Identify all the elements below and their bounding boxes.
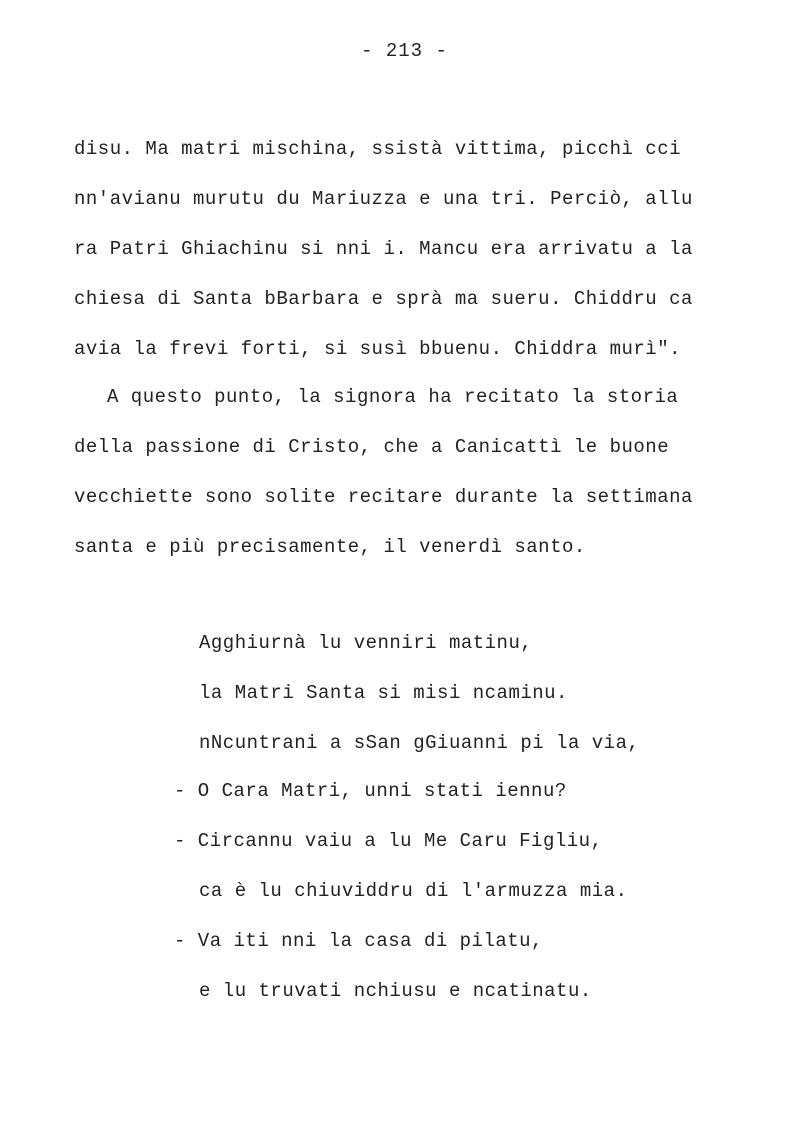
verse-line: - Circannu vaiu a lu Me Caru Figliu, bbox=[174, 830, 603, 852]
prose-line: A questo punto, la signora ha recitato la storia bbox=[107, 386, 679, 408]
verse-line: la Matri Santa si misi ncaminu. bbox=[199, 682, 568, 704]
prose-line: avia la frevi forti, si susì bbuenu. Chiddra murì". bbox=[74, 338, 681, 360]
prose-line: disu. Ma matri mischina, ssistà vittima, picchì cci bbox=[74, 138, 681, 160]
page-number: - 213 - bbox=[361, 40, 448, 62]
verse-line: - Va iti nni la casa di pilatu, bbox=[174, 930, 543, 952]
prose-line: santa e più precisamente, il venerdì santo. bbox=[74, 536, 586, 558]
verse-line: - O Cara Matri, unni stati iennu? bbox=[174, 780, 567, 802]
verse-line: ca è lu chiuviddru di l'armuzza mia. bbox=[199, 880, 628, 902]
prose-line: chiesa di Santa bBarbara e sprà ma sueru. Chiddru ca bbox=[74, 288, 693, 310]
prose-line: nn'avianu murutu du Mariuzza e una tri. Perciò, allu bbox=[74, 188, 693, 210]
verse-line: Agghiurnà lu venniri matinu, bbox=[199, 632, 533, 654]
verse-line: nNcuntrani a sSan gGiuanni pi la via, bbox=[199, 732, 640, 754]
prose-line: vecchiette sono solite recitare durante la settimana bbox=[74, 486, 693, 508]
prose-line: ra Patri Ghiachinu si nni i. Mancu era arrivatu a la bbox=[74, 238, 693, 260]
prose-line: della passione di Cristo, che a Canicattì le buone bbox=[74, 436, 670, 458]
verse-line: e lu truvati nchiusu e ncatinatu. bbox=[199, 980, 592, 1002]
